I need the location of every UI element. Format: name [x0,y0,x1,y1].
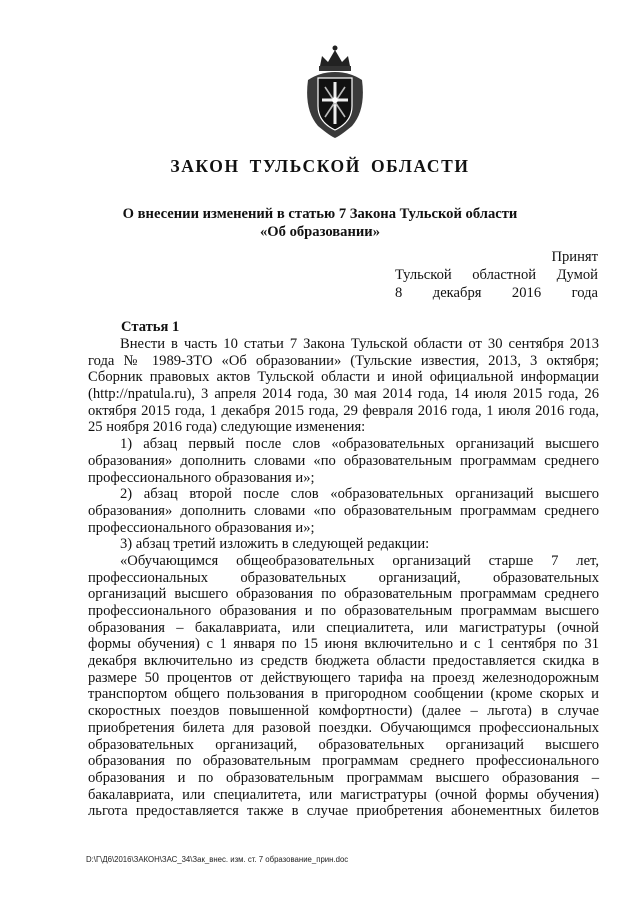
body-line: Сборник правовых актов Тульской области и иной официальной информации [88,369,599,386]
body-line: Внести в часть 10 статьи 7 Закона Тульской области от 30 сентября 2013 [120,336,599,352]
body-line: профессионального образования и»; [88,519,315,536]
file-path-footer: D:\Г\Д6\2016\ЗАКОН\ЗАС_34\Зак_внес. изм. ст. 7 образование_прин.doc [86,855,349,864]
law-title: ЗАКОН ТУЛЬСКОЙ ОБЛАСТИ [170,156,470,176]
adoption-block [395,248,598,302]
body-line: образовательных организаций, образовательных организаций высшего [88,736,599,753]
adoption-line-3: 8 декабря 2016 года [395,285,598,301]
body-line: скоростных поездов повышенной комфортности) (далее – льгота) в случае [88,703,599,720]
body-line: образования» дополнить словами «по образовательным программам среднего [88,452,599,469]
body-line: (http://npatula.ru), 3 апреля 2014 года, 30 мая 2014 года, 14 июля 2015 года, 26 [88,386,599,403]
body-line: октября 2015 года, 1 декабря 2015 года, 29 февраля 2016 года, 1 июля 2016 года, [88,402,599,419]
article-body [88,336,599,820]
body-line: бакалавриата, или специалитета, или магистратуры (очной формы обучения) [88,786,599,803]
body-line: декабря включительно из средств бюджета области предоставляется скидка в [88,653,599,670]
adoption-line-1: Принят [551,249,598,265]
subject-line-1: О внесении изменений в статью 7 Закона Тульской области [122,206,518,222]
body-line: образования» дополнить словами «по образовательным программам среднего [88,502,599,519]
body-line: формы обучения) с 1 января по 15 июня включительно и с 1 сентября по 31 [88,636,599,653]
body-line: образования и по образовательным программам высшего образования – [88,769,599,786]
tula-coat-of-arms-emblem [300,40,370,140]
body-line: транспортом общего пользования в пригородном сообщении (кроме скорых и [88,686,599,703]
body-line: профессиональных образовательных организаций, образовательных [88,569,599,586]
body-line: 25 ноября 2016 года) следующие изменения: [88,419,366,436]
body-line: приобретения билета для разовой поездки. Обучающимся профессиональных [88,719,599,736]
body-line: 3) абзац третий изложить в следующей редакции: [120,536,430,553]
body-line: «Обучающимся общеобразовательных организаций старше 7 лет, [120,552,599,569]
body-line: года № 1989-ЗТО «Об образовании» (Тульские известия, 2013, 3 октября; [88,352,599,369]
adoption-line-2: Тульской областной Думой [395,267,598,283]
body-line: профессионального образования и по образовательным программам высшего [88,603,599,619]
article-title: Статья 1 [121,319,180,335]
body-line: льгота предоставляется также в случае приобретения абонементных билетов [88,803,599,820]
body-line: 2) абзац второй после слов «образовательных организаций высшего [120,486,599,503]
body-line: образования по образовательным программам среднего профессионального [88,753,599,770]
body-line: профессионального образования и»; [88,469,315,486]
body-line: размере 50 процентов от действующего тарифа на проезд железнодорожным [88,669,599,686]
body-line: организаций высшего образования по образовательным программам среднего [88,586,599,603]
subject-line-2: «Об образовании» [259,224,380,240]
body-line: образования – бакалавриата, или специалитета, или магистратуры (очной [88,619,599,636]
body-line: 1) абзац первый после слов «образовательных организаций высшего [120,436,599,453]
law-subject [100,205,540,241]
